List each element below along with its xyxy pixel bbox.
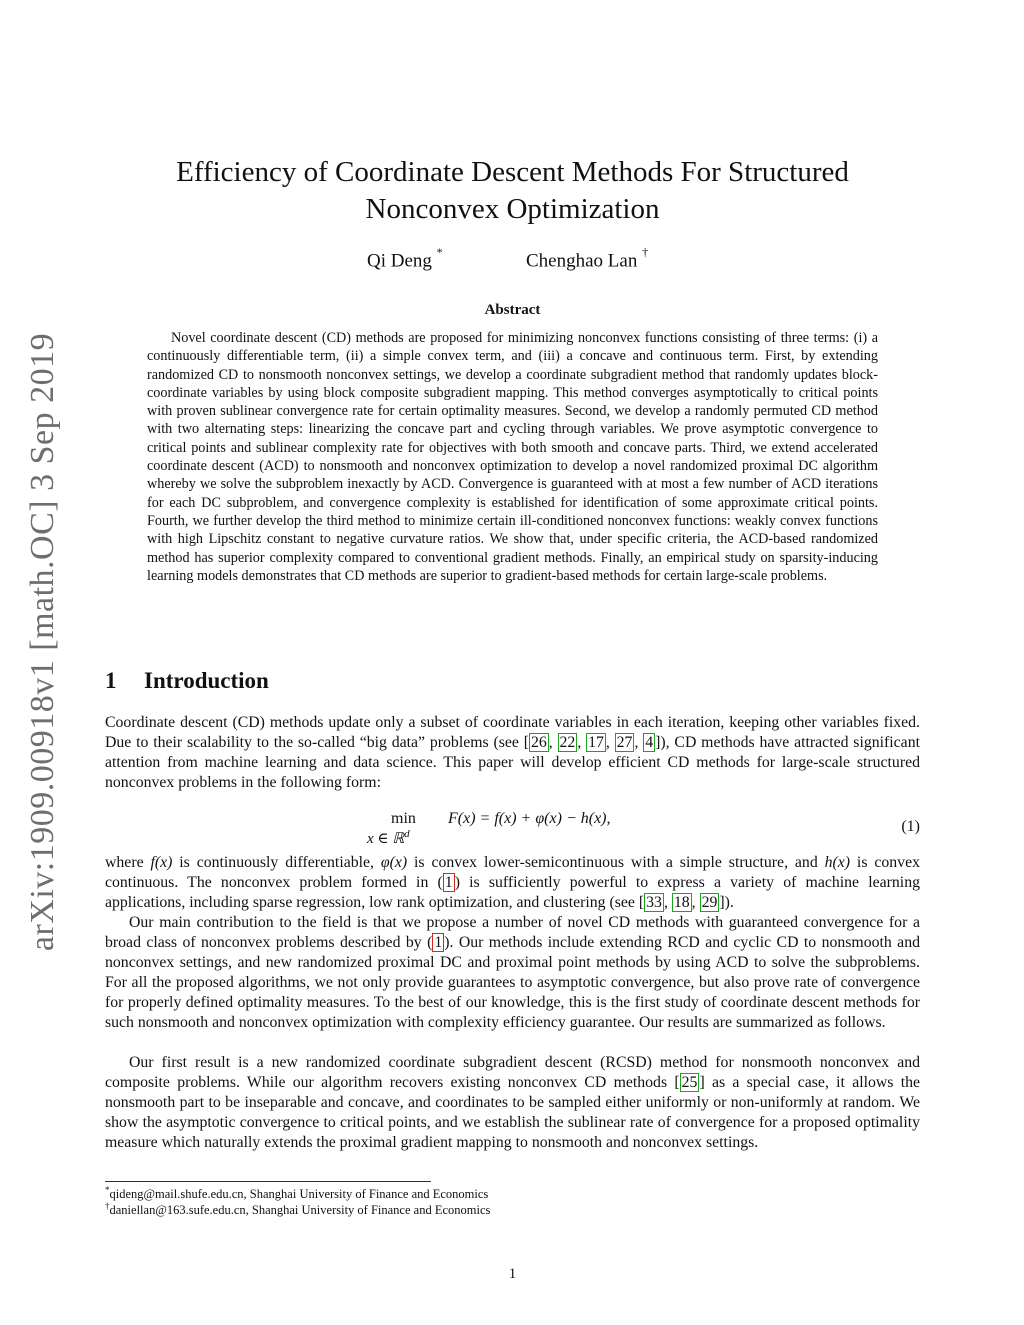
footnote-1-mark: * bbox=[105, 1185, 110, 1195]
abstract-heading: Abstract bbox=[484, 302, 541, 318]
citation-link[interactable]: 18 bbox=[673, 894, 690, 911]
footnote-1-text: qideng@mail.shufe.edu.cn, Shanghai University of Finance and Economics bbox=[109, 1187, 489, 1202]
citation-link[interactable]: 33 bbox=[646, 894, 662, 911]
equation-subscript bbox=[367, 828, 410, 848]
author-2-footnote-mark[interactable]: † bbox=[642, 245, 649, 259]
section-title: Introduction bbox=[144, 668, 269, 693]
footnote-2-text: daniellan@163.sufe.edu.cn, Shanghai University of Finance and Economics bbox=[109, 1203, 491, 1218]
page-number: 1 bbox=[508, 1266, 517, 1282]
equation-operator: min bbox=[391, 810, 416, 827]
author-1-footnote-mark[interactable]: * bbox=[436, 245, 443, 259]
author-1-name: Qi Deng bbox=[367, 250, 432, 272]
citation-link[interactable]: 4 bbox=[645, 734, 654, 751]
intro-paragraph-1: Coordinate descent (CD) methods update only a subset of coordinate variables in each iteration, keeping other variables fixed. Due to their scalability to the so-called “big data” problems (see [ 26 , 22 , 17 , 27 , 4 ]), CD methods have attracted significant attention from machine learning and data science. This paper will develop efficient CD methods for large-scale structured nonconvex problems in the following form: bbox=[105, 714, 920, 791]
footnote-2-mark: † bbox=[105, 1201, 110, 1211]
para2-text: is continuously differentiable, bbox=[172, 854, 381, 871]
intro-paragraph-4 bbox=[105, 1053, 920, 1153]
equation-subscript-text: x ∈ ℝ bbox=[367, 831, 405, 847]
arxiv-identifier: arXiv:1909.00918v1 [math.OC] 3 Sep 2019 bbox=[24, 332, 61, 952]
math-phi: φ(x) bbox=[380, 854, 408, 871]
footnote-2 bbox=[105, 1201, 490, 1218]
para2-text: where bbox=[105, 854, 151, 871]
citation-link[interactable]: 27 bbox=[616, 734, 633, 751]
citation-link[interactable]: 17 bbox=[588, 734, 604, 751]
para2-text: is convex continuous. The nonconvex problem formed in ( bbox=[105, 854, 920, 891]
equation-ref-link[interactable]: 1 bbox=[434, 934, 443, 951]
citation-link[interactable]: 25 bbox=[681, 1074, 698, 1091]
para3-text: Our main contribution to the field is that we propose a number of novel CD methods with guaranteed convergence for a broad class of nonconvex problems described by ( bbox=[105, 914, 920, 951]
author-2 bbox=[526, 245, 649, 272]
equation-number: (1) bbox=[901, 818, 920, 835]
math-f: f(x) bbox=[150, 854, 173, 871]
intro-paragraph-2: where f(x) is continuously differentiable, φ(x) is convex lower-semicontinuous with a simple structure, and h(x) is convex continuous. The nonconvex problem formed in ( 1 ) is sufficiently powerful to express a variety of machine learning applications, including sparse regression, low rank optimization, and clustering (see [ 33 , 18 , 29 ]). bbox=[105, 854, 920, 911]
paper-title-line-2: Nonconvex Optimization bbox=[365, 193, 660, 225]
para3-text: ). Our methods include extending RCD and cyclic CD to nonsmooth and nonconvex settings, and new randomized proximal DC and proximal point methods by using ACD to solve the subproblems. For all the proposed algorithms, we not only provide guarantees to asymptotic convergence, but also prove rate of convergence for properly defined optimality measures. To the best of our knowledge, this is the first study of coordinate descent methods for such nonsmooth and nonconvex optimization with complexity efficiency guarantee. Our results are summarized as follows. bbox=[105, 934, 920, 1031]
para4-text: ] as a special case, it allows the nonsmooth part to be inseparable and concave, and coordinates to be sampled either uniformly or non-uniformly at random. We show the asymptotic convergence to critical points, and we establish the sublinear rate of convergence for a proposed optimality measure which naturally extends the proximal gradient mapping to nonsmooth and nonconvex settings. bbox=[105, 1074, 920, 1151]
para2-text: is convex lower-semicontinuous with a simple structure, and bbox=[407, 854, 825, 871]
para2-text: ) is sufficiently powerful to express a variety of machine learning applications, including sparse regression, low rank optimization, and clustering (see [ bbox=[105, 874, 920, 911]
author-1 bbox=[367, 245, 443, 272]
abstract-text: Novel coordinate descent (CD) methods are proposed for minimizing nonconvex functions consisting of three terms: (i) a continuously differentiable term, (ii) a simple convex term, and (iii) a concave and continuous term. First, by extending randomized CD to nonsmooth nonconvex settings, we develop a coordinate subgradient method that randomly updates block-coordinate variables by using block composite subgradient mapping. This method converges asymptotically to critical points with proven sublinear convergence rate for certain optimality measures. Second, we develop a randomly permuted CD method with two alternating steps: linearizing the concave part and cycling through variables. We prove asymptotic convergence to critical points and sublinear complexity rate for objectives with both smooth and concave parts. Third, we extend accelerated coordinate descent (ACD) to nonsmooth and nonconvex optimization to develop a novel randomized proximal DC algorithm whereby we solve the subproblem inexactly by ACD. Convergence is guaranteed with at most a few number of ACD iterations for each DC subproblem, and convergence complexity is established for identification of some approximate critical points. Fourth, we further develop the third method to minimize certain ill-conditioned nonconvex functions: weakly convex functions with high Lipschitz constant to negative curvature ratios. We show that, under specific criteria, the ACD-based randomized method has superior complexity compared to conventional gradient methods. Finally, an empirical study on sparsity-inducing learning models demonstrates that CD methods are superior to gradient-based methods for certain large-scale problems. bbox=[147, 330, 878, 584]
intro-paragraph-3 bbox=[105, 913, 920, 1033]
equation-body: F(x) = f(x) + φ(x) − h(x), bbox=[448, 810, 611, 827]
para1-text-b: ]), CD methods have attracted significant attention from machine learning and data science. This paper will develop efficient CD methods for large-scale structured nonconvex problems in the following form: bbox=[105, 734, 920, 791]
paper-title-line-1: Efficiency of Coordinate Descent Methods For Structured bbox=[176, 156, 849, 188]
footnote-divider bbox=[105, 1181, 431, 1182]
para4-text: Our first result is a new randomized coordinate subgradient descent (RCSD) method for nonsmooth nonconvex and composite problems. While our algorithm recovers existing nonconvex CD methods [ bbox=[105, 1054, 920, 1091]
citation-link[interactable]: 26 bbox=[530, 734, 547, 751]
author-2-name: Chenghao Lan bbox=[526, 250, 638, 272]
math-h: h(x) bbox=[824, 854, 851, 871]
section-number: 1 bbox=[105, 668, 117, 693]
footnote-1 bbox=[105, 1185, 488, 1202]
equation-subscript-sup: d bbox=[404, 828, 410, 840]
citation-link[interactable]: 29 bbox=[701, 894, 718, 911]
para1-text-a: Coordinate descent (CD) methods update only a subset of coordinate variables in each iteration, keeping other variables fixed. Due to their scalability to the so-called “big data” problems (see [ bbox=[105, 714, 920, 751]
para2-text: ]). bbox=[719, 894, 734, 911]
section-heading bbox=[105, 668, 269, 694]
citation-link[interactable]: 22 bbox=[559, 734, 576, 751]
equation-ref-link[interactable]: 1 bbox=[444, 874, 453, 891]
equation-1 bbox=[105, 808, 920, 848]
